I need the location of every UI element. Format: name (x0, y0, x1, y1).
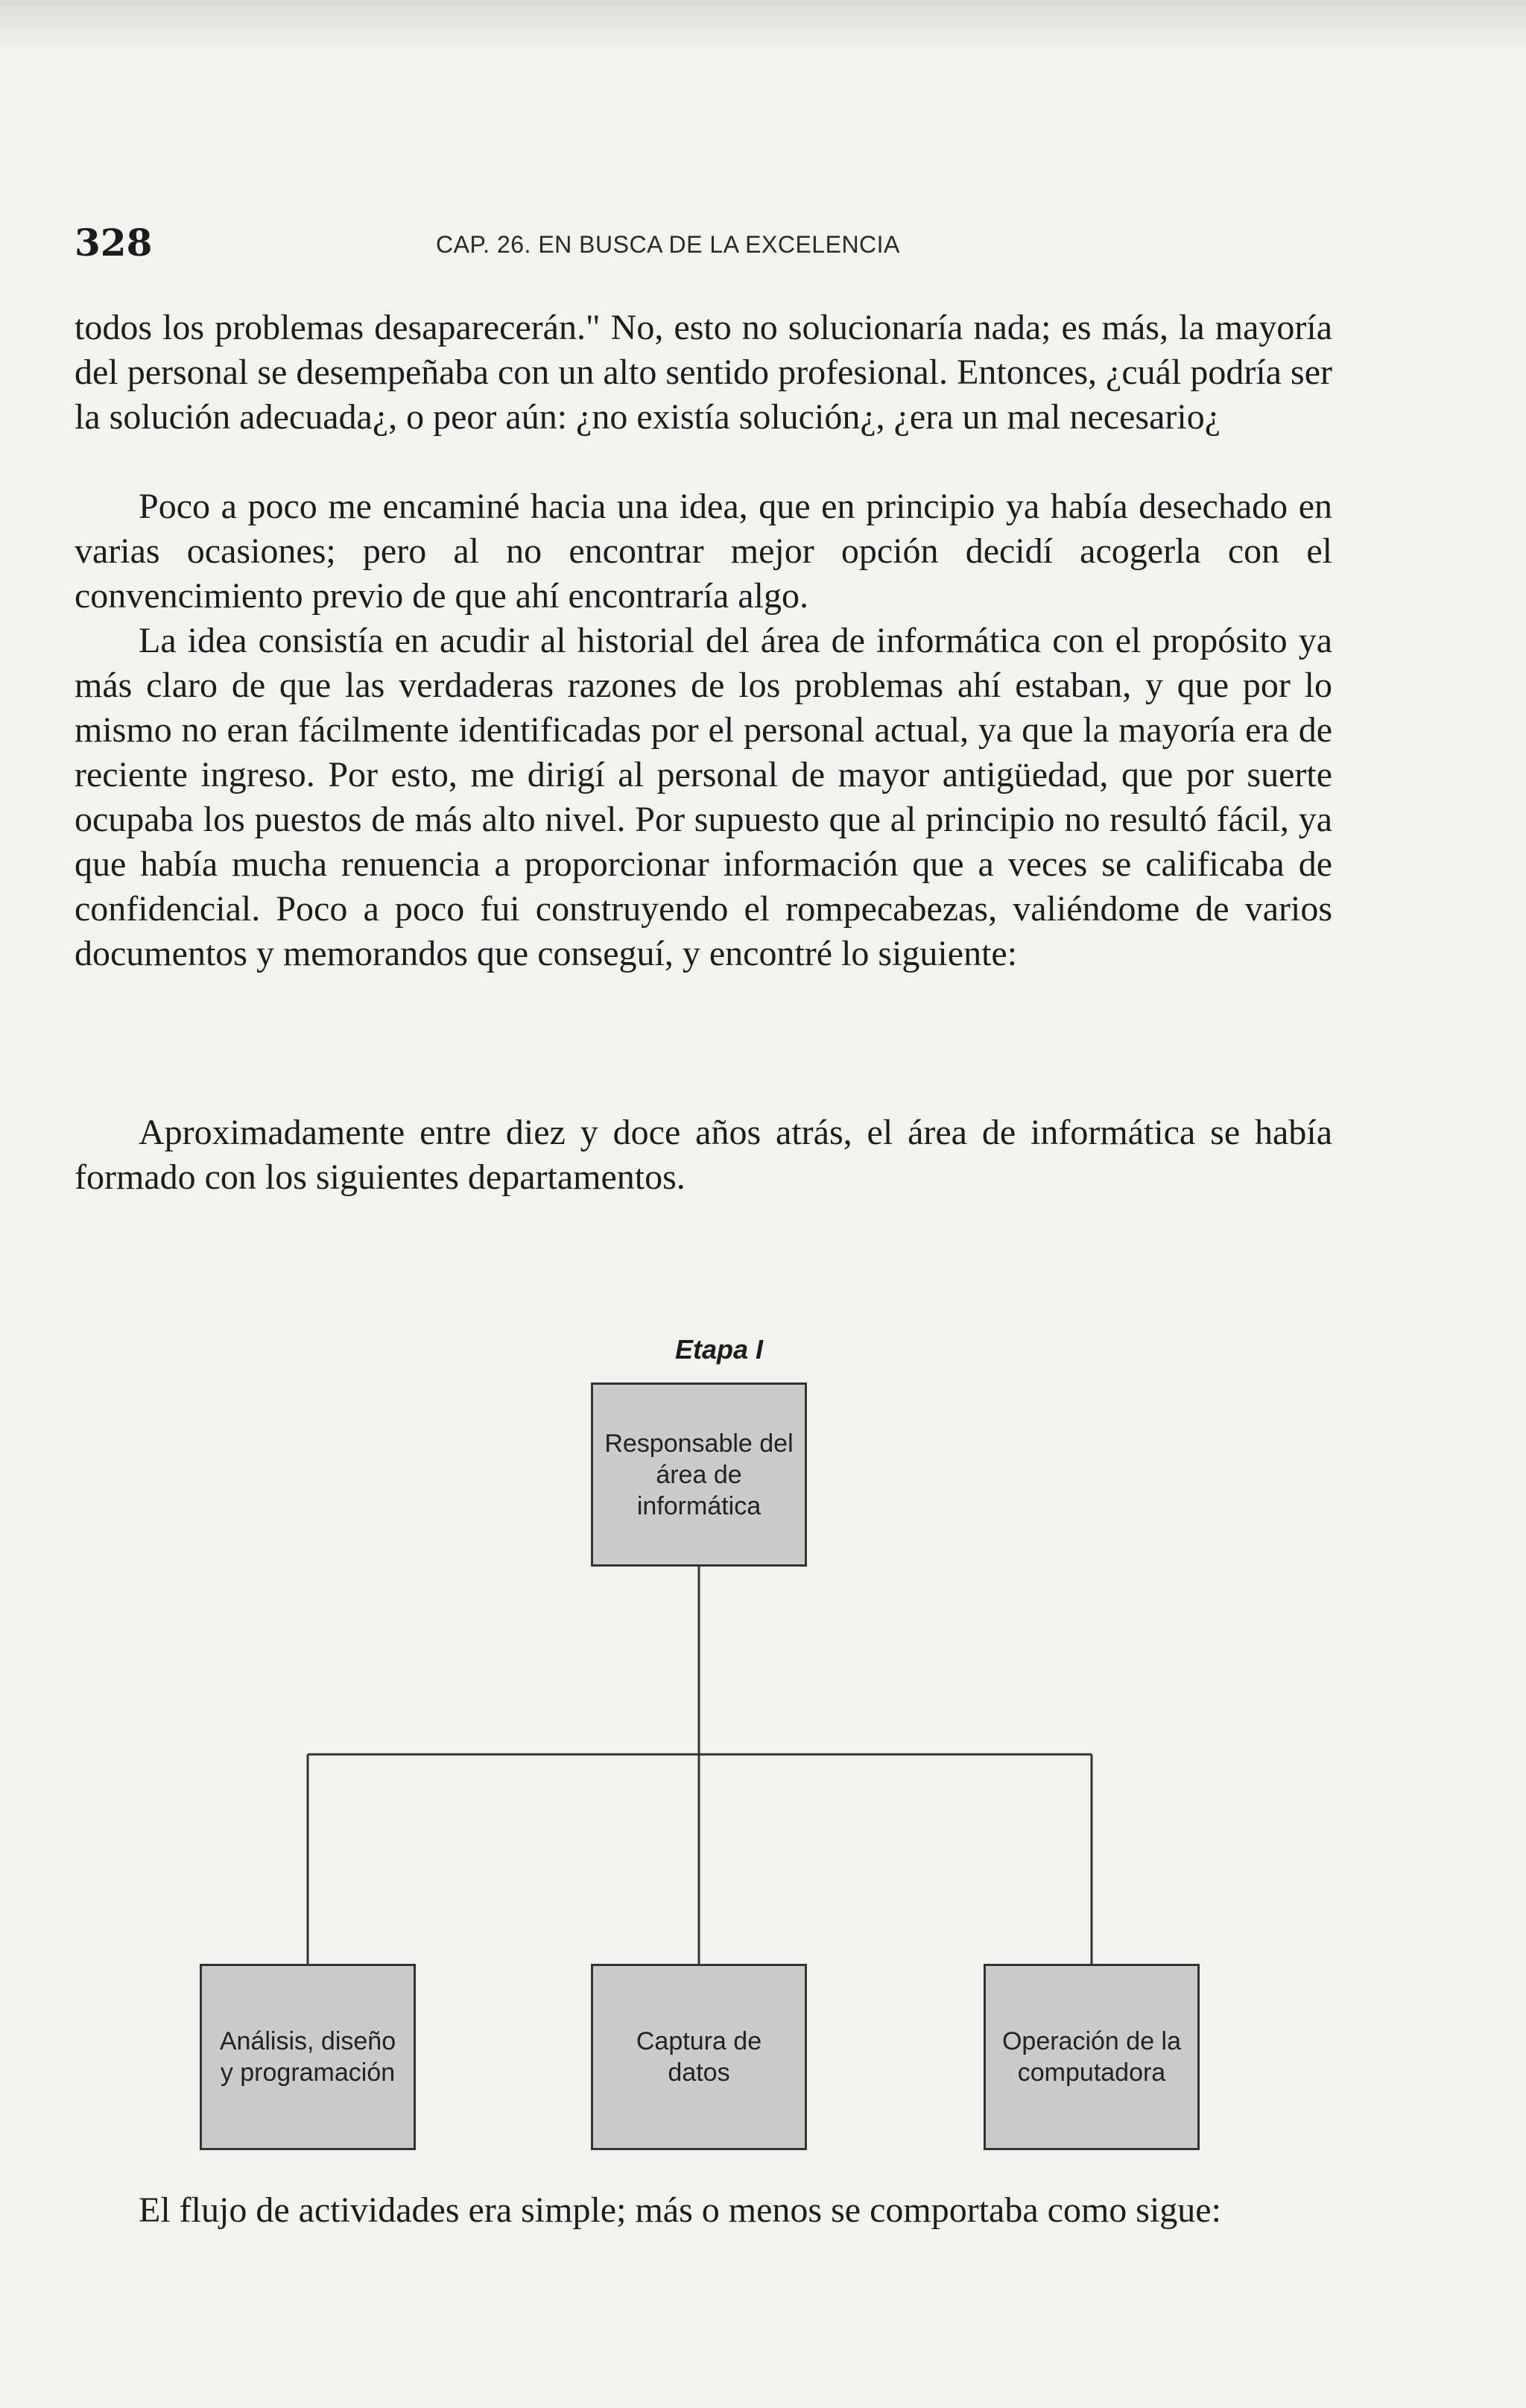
paragraph: Poco a poco me encaminé hacia una idea, que en principio ya había desechado en varias ocasiones; pero al no encontrar mejor opción decidí acogerla con el convencimiento previo de que ahí encontraría algo. (75, 487, 1332, 616)
org-box-label: Análisis, diseño y programación (219, 2027, 396, 2087)
org-box-operation (984, 1964, 1200, 2150)
chapter-title: CAP. 26. EN BUSCA DE LA EXCELENCIA (436, 231, 900, 258)
diagram-title: Etapa I (674, 1334, 764, 1365)
org-box-analysis (200, 1964, 416, 2150)
paragraph: La idea consistía en acudir al historial del área de informática con el propósito ya más claro de que las verdaderas razones de los problemas ahí estaban, y que por lo mismo no eran fácilmente identificadas por el personal actual, ya que la mayoría era de reciente ingreso. Por esto, me dirigí al personal de mayor antigüedad, que por suerte ocupaba los puestos de más alto nivel. Por supuesto que al principio no resultó fácil, ya que había mucha renuencia a proporcionar información que a veces se calificaba de confidencial. Poco a poco fui construyendo el rompecabezas, valiéndome de varios documentos y memorandos que conseguí, y encontré lo siguiente: (75, 621, 1332, 973)
org-box-data-capture (591, 1964, 807, 2150)
paragraph: Aproximadamente entre diez y doce años atrás, el área de informática se había formado con los siguientes departamentos. (75, 1113, 1332, 1197)
page-number: 328 (75, 221, 153, 265)
org-box-root (591, 1382, 807, 1567)
paragraph: todos los problemas desaparecerán." No, esto no solucionaría nada; es más, la mayoría del personal se desempeñaba con un alto sentido profesional. Entonces, ¿cuál podría ser la solución adecuada¿, o peor aún: ¿no existía solución¿, ¿era un mal necesario¿ (75, 308, 1332, 437)
paragraph: El flujo de actividades era simple; más o menos se comportaba como sigue: (139, 2190, 1221, 2230)
org-box-label: Operación de la computadora (1001, 2027, 1182, 2087)
org-box-label: Captura de datos (636, 2027, 762, 2087)
org-box-label: Responsable del área de informática (604, 1429, 794, 1520)
